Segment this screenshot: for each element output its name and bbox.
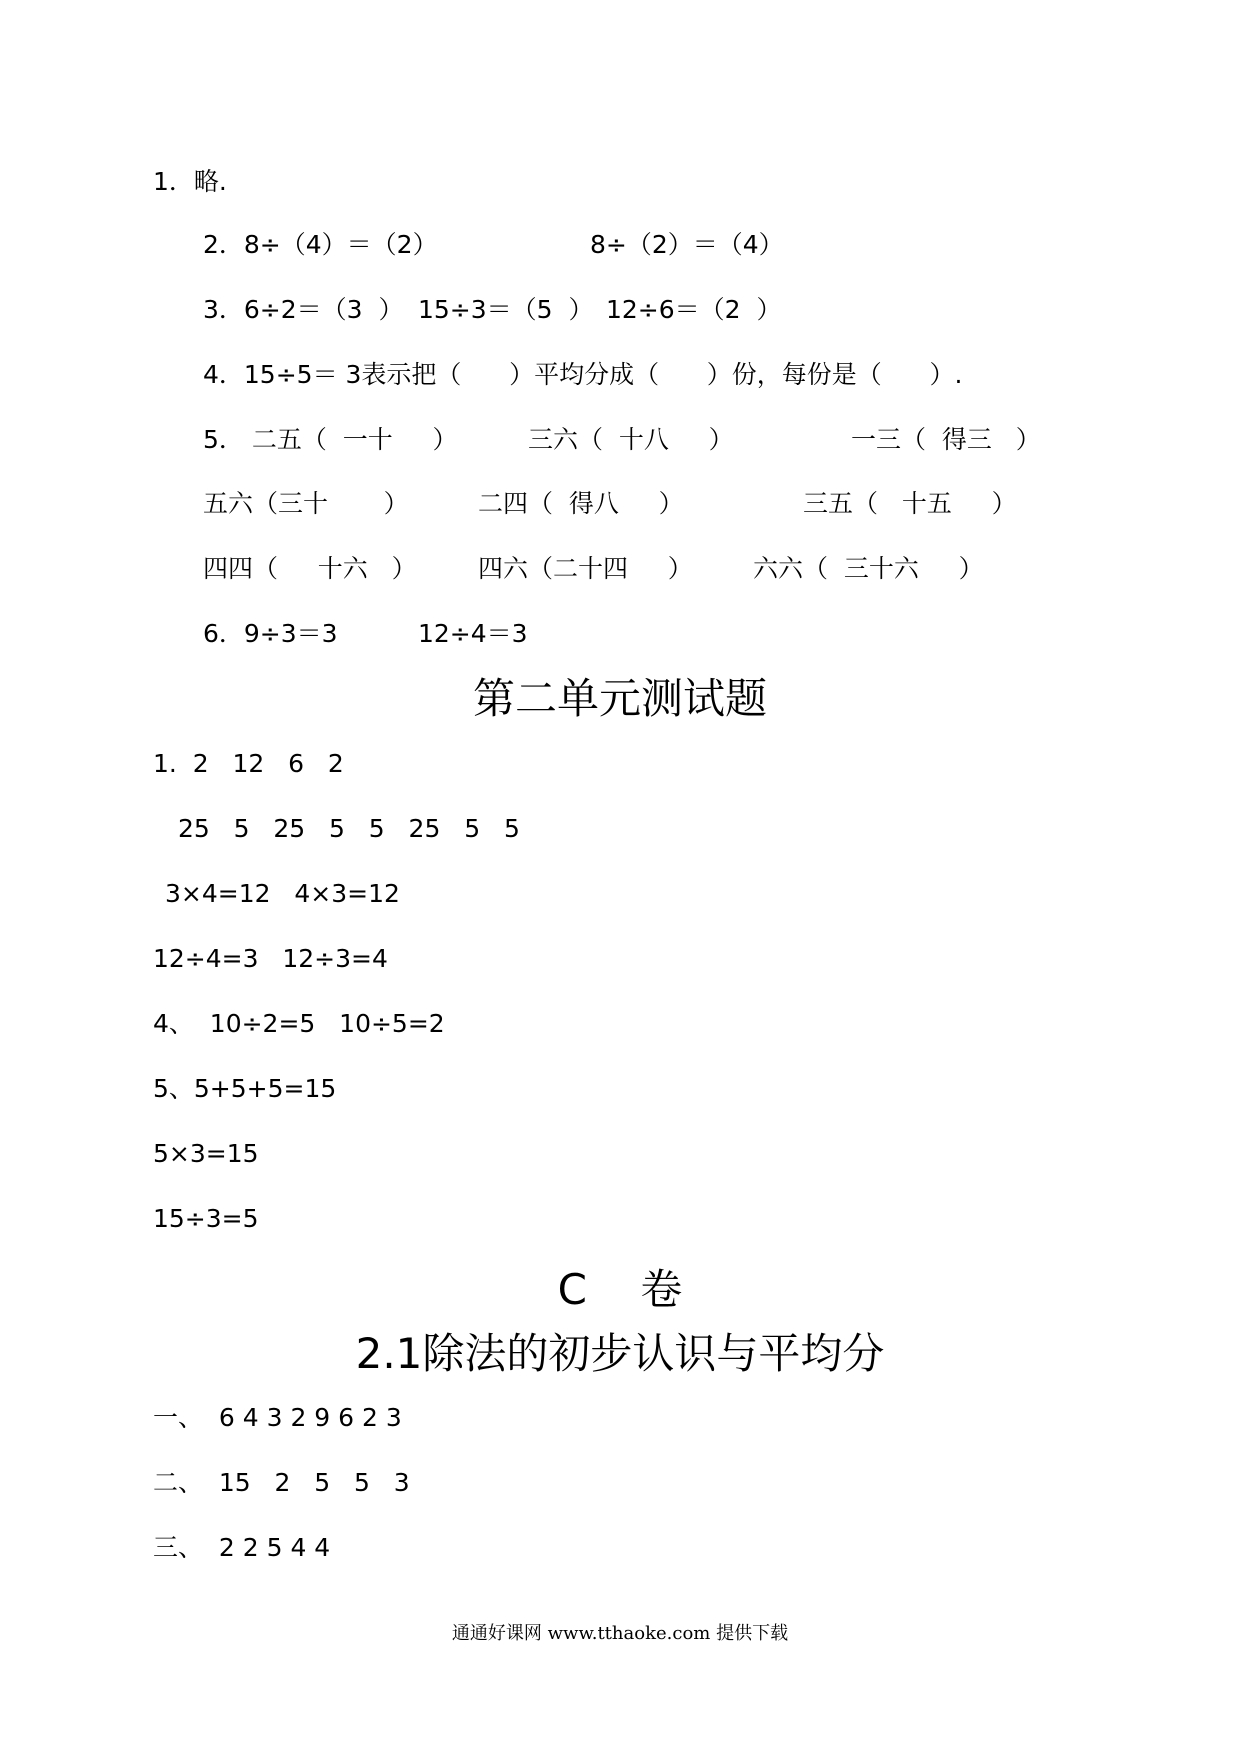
unit-two-line-8: 15÷3=5 — [153, 1204, 259, 1233]
volume-c-line-3: 三、 2 2 5 4 4 — [153, 1533, 331, 1562]
answer-5-part-c: 一三（ 得三 ） — [851, 425, 1041, 454]
unit-two-line-6: 5、5+5+5=15 — [153, 1074, 337, 1103]
answer-3-part-c: 12÷6＝（2 ） — [606, 295, 782, 324]
answer-5-part-a: 5． 二五（ 一十 ） — [203, 425, 458, 454]
answer-7-part-a: 四四（ 十六 ） — [203, 554, 417, 583]
answer-line-1: 1．略. — [153, 167, 227, 196]
answer-2-part-a: 2．8÷（4）＝（2） — [203, 230, 438, 259]
page-footer: 通通好课网 www.tthaoke.com 提供下载 — [451, 1623, 789, 1644]
unit-two-line-2: 25 5 25 5 5 25 5 5 — [178, 814, 520, 843]
answer-line-5 — [203, 424, 1103, 456]
answer-line-6 — [203, 488, 1103, 520]
unit-two-line-5: 4、 10÷2=5 10÷5=2 — [153, 1009, 445, 1038]
answer-line-2 — [203, 229, 1103, 261]
answer-line-8 — [203, 618, 1103, 650]
unit-two-line-4: 12÷4=3 12÷3=4 — [153, 944, 388, 973]
unit-two-line-3: 3×4=12 4×3=12 — [165, 879, 400, 908]
answer-7-part-c: 六六（ 三十六 ） — [753, 554, 984, 583]
unit-two-test-title: 第二单元测试题 — [472, 674, 767, 723]
answer-7-part-b: 四六（二十四 ） — [478, 554, 693, 583]
answer-6-part-c: 三五（ 十五 ） — [803, 489, 1017, 518]
answer-6-part-a: 五六（三十 ） — [203, 489, 409, 518]
answer-3-part-b: 15÷3＝（5 ） — [418, 295, 594, 324]
answer-8-part-b: 12÷4＝3 — [418, 619, 528, 648]
answer-3-part-a: 3．6÷2＝（3 ） — [203, 295, 404, 324]
volume-c-line-1: 一、 6 4 3 2 9 6 2 3 — [153, 1403, 402, 1432]
volume-c-line-2: 二、 15 2 5 5 3 — [153, 1468, 410, 1497]
answer-8-part-a: 6．9÷3＝3 — [203, 619, 338, 648]
answer-line-7 — [203, 553, 1103, 585]
answer-6-part-b: 二四（ 得八 ） — [478, 489, 684, 518]
answer-5-part-b: 三六（ 十八 ） — [528, 425, 734, 454]
division-intro-subtitle: 2.1除法的初步认识与平均分 — [355, 1329, 885, 1378]
answer-2-part-b: 8÷（2）＝（4） — [590, 230, 784, 259]
volume-c-title: C 卷 — [557, 1265, 683, 1314]
unit-two-line-1: 1. 2 12 6 2 — [153, 749, 344, 778]
answer-line-3 — [203, 294, 1103, 326]
answer-line-4: 4．15÷5＝ 3表示把（ ）平均分成（ ）份，每份是（ ）. — [203, 360, 963, 389]
unit-two-line-7: 5×3=15 — [153, 1139, 259, 1168]
